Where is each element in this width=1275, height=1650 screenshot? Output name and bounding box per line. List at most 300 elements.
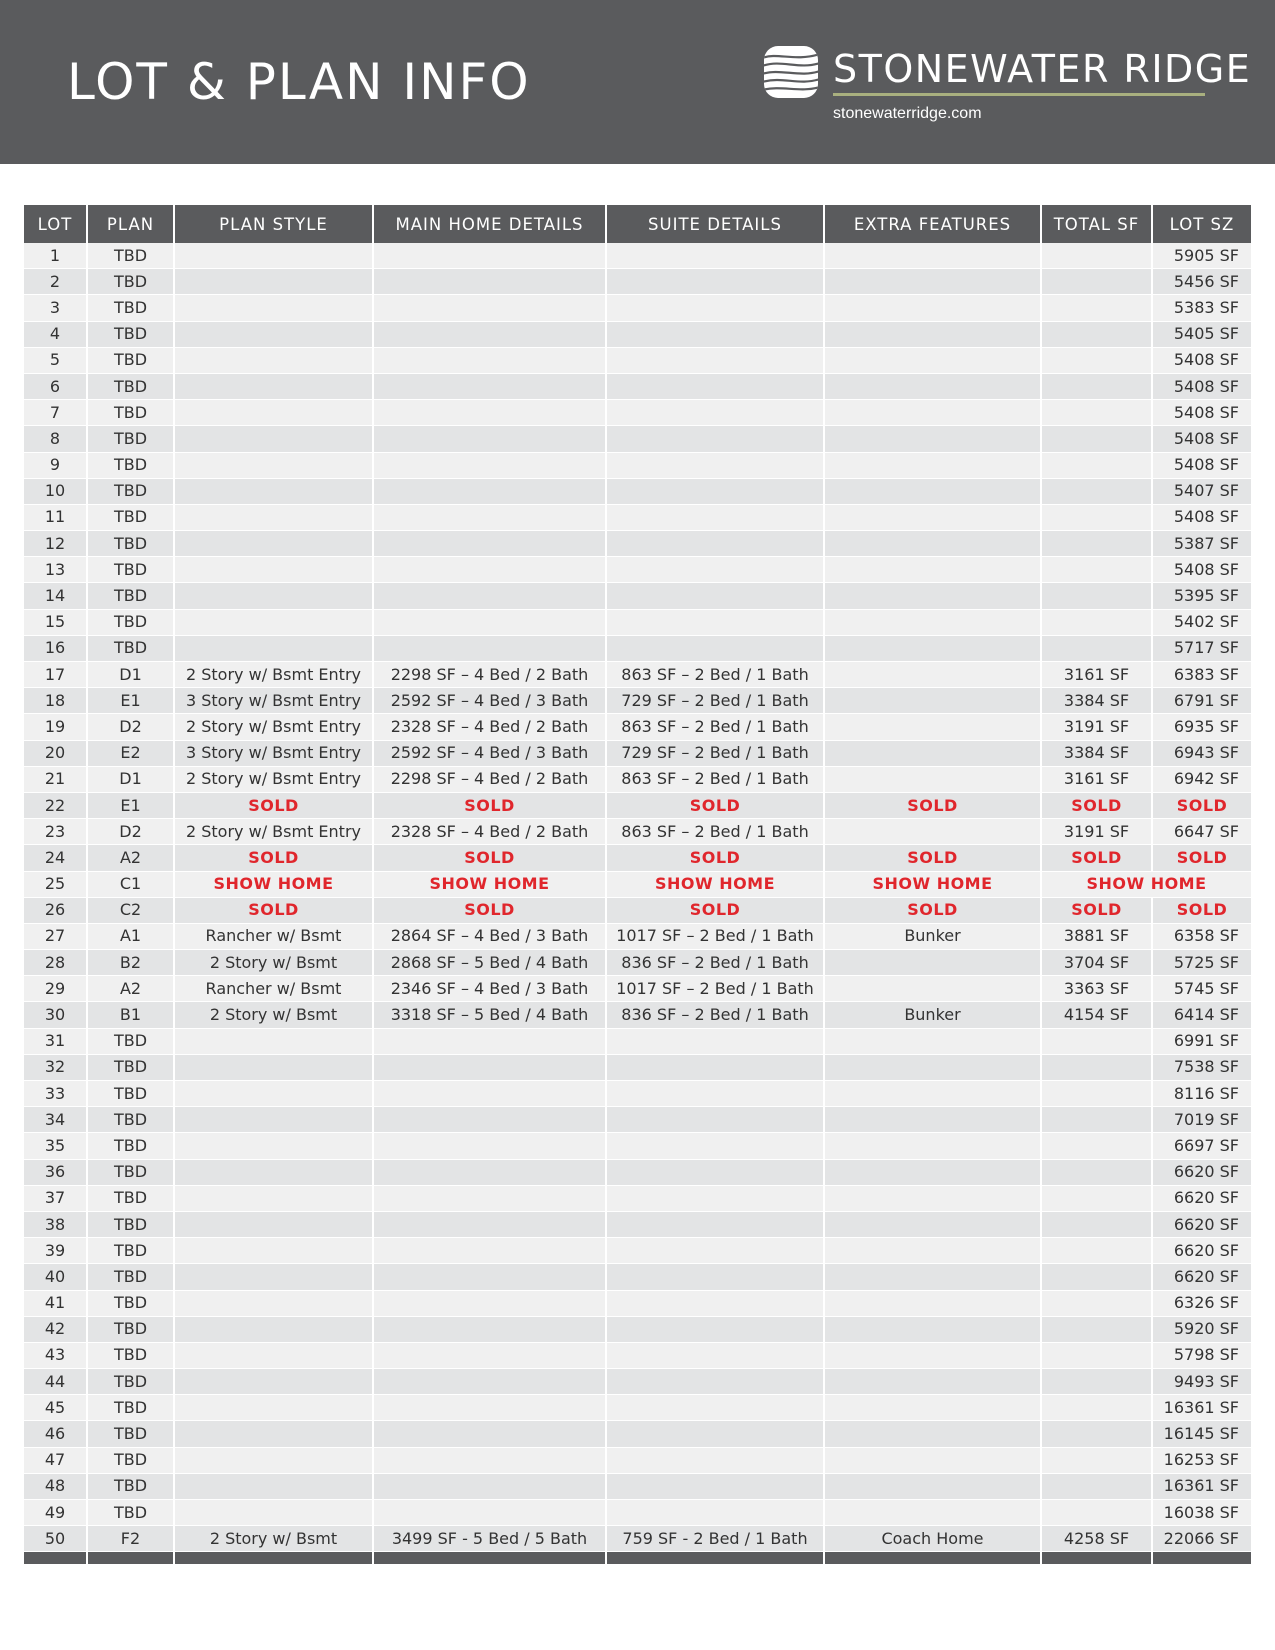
lot-size-cell: 5456 SF <box>1153 269 1251 295</box>
suite-details-cell <box>607 1448 825 1474</box>
total-sf-cell <box>1042 400 1153 426</box>
plan-style-cell <box>175 1133 374 1159</box>
main-home-details-cell: 2328 SF – 4 Bed / 2 Bath <box>374 714 607 740</box>
total-sf-cell: SOLD <box>1042 898 1153 924</box>
lot-cell: 47 <box>24 1448 88 1474</box>
extra-features-cell <box>825 322 1042 348</box>
total-sf-cell <box>1042 1186 1153 1212</box>
plan-cell: TBD <box>88 400 175 426</box>
plan-cell: TBD <box>88 1500 175 1526</box>
total-sf-cell <box>1042 426 1153 452</box>
total-sf-cell <box>1042 1160 1153 1186</box>
plan-cell: TBD <box>88 295 175 321</box>
extra-features-cell <box>825 819 1042 845</box>
main-home-details-cell <box>374 1029 607 1055</box>
lot-cell: 9 <box>24 453 88 479</box>
extra-features-cell <box>825 1055 1042 1081</box>
total-sf-cell <box>1042 1055 1153 1081</box>
total-sf-cell <box>1042 1107 1153 1133</box>
lot-size-cell: 6620 SF <box>1153 1160 1251 1186</box>
suite-details-cell: 836 SF – 2 Bed / 1 Bath <box>607 950 825 976</box>
lot-size-cell: 5402 SF <box>1153 610 1251 636</box>
table-row <box>24 1395 1251 1421</box>
lot-size-cell: SOLD <box>1153 898 1251 924</box>
total-sf-cell <box>1042 295 1153 321</box>
plan-style-cell <box>175 1448 374 1474</box>
lot-cell: 14 <box>24 583 88 609</box>
plan-cell: TBD <box>88 479 175 505</box>
main-home-details-cell <box>374 243 607 269</box>
lot-size-cell: 5408 SF <box>1153 374 1251 400</box>
total-sf-cell: 3704 SF <box>1042 950 1153 976</box>
plan-style-cell: SHOW HOME <box>175 872 374 898</box>
plan-cell: TBD <box>88 1029 175 1055</box>
lot-size-cell: 6991 SF <box>1153 1029 1251 1055</box>
table-row <box>24 741 1251 767</box>
main-home-details-cell <box>374 557 607 583</box>
plan-cell: TBD <box>88 374 175 400</box>
plan-style-cell <box>175 295 374 321</box>
lot-size-cell: 7538 SF <box>1153 1055 1251 1081</box>
lot-cell: 33 <box>24 1081 88 1107</box>
suite-details-cell <box>607 269 825 295</box>
plan-cell: TBD <box>88 1133 175 1159</box>
lot-cell: 13 <box>24 557 88 583</box>
plan-cell: A1 <box>88 924 175 950</box>
suite-details-cell <box>607 400 825 426</box>
suite-details-cell: SHOW HOME <box>607 872 825 898</box>
plan-style-cell <box>175 1474 374 1500</box>
plan-cell: D1 <box>88 662 175 688</box>
table-row <box>24 243 1251 269</box>
lot-size-cell: 16038 SF <box>1153 1500 1251 1526</box>
brand-url[interactable]: stonewaterridge.com <box>833 105 982 122</box>
plan-cell: TBD <box>88 1081 175 1107</box>
plan-cell: C1 <box>88 872 175 898</box>
suite-details-cell <box>607 1055 825 1081</box>
column-header-lot: LOT <box>24 205 88 243</box>
lot-size-cell: 5408 SF <box>1153 557 1251 583</box>
lot-size-cell: 5745 SF <box>1153 976 1251 1002</box>
plan-cell: TBD <box>88 1055 175 1081</box>
extra-features-cell <box>825 1500 1042 1526</box>
table-row <box>24 583 1251 609</box>
main-home-details-cell <box>374 1238 607 1264</box>
table-row <box>24 1526 1251 1552</box>
page-title: LOT & PLAN INFO <box>67 53 531 111</box>
table-row <box>24 793 1251 819</box>
plan-style-cell <box>175 1212 374 1238</box>
table-row <box>24 374 1251 400</box>
brand-underline <box>833 93 1205 96</box>
plan-cell: TBD <box>88 1186 175 1212</box>
plan-cell: TBD <box>88 1264 175 1290</box>
plan-style-cell <box>175 453 374 479</box>
extra-features-cell: SOLD <box>825 845 1042 871</box>
lot-cell: 38 <box>24 1212 88 1238</box>
extra-features-cell <box>825 741 1042 767</box>
lot-cell: 35 <box>24 1133 88 1159</box>
total-sf-cell: 3363 SF <box>1042 976 1153 1002</box>
suite-details-cell <box>607 1160 825 1186</box>
extra-features-cell <box>825 479 1042 505</box>
table-row <box>24 950 1251 976</box>
extra-features-cell <box>825 505 1042 531</box>
table-row <box>24 505 1251 531</box>
suite-details-cell: 863 SF – 2 Bed / 1 Bath <box>607 767 825 793</box>
lot-cell: 8 <box>24 426 88 452</box>
lot-cell: 19 <box>24 714 88 740</box>
plan-style-cell <box>175 269 374 295</box>
lot-cell: 30 <box>24 1002 88 1028</box>
main-home-details-cell: SHOW HOME <box>374 872 607 898</box>
lot-cell: 28 <box>24 950 88 976</box>
plan-style-cell <box>175 243 374 269</box>
table-body <box>24 243 1251 1552</box>
total-sf-cell: 4258 SF <box>1042 1526 1153 1552</box>
total-sf-cell <box>1042 322 1153 348</box>
plan-cell: TBD <box>88 1212 175 1238</box>
extra-features-cell <box>825 1160 1042 1186</box>
table-row <box>24 767 1251 793</box>
suite-details-cell <box>607 295 825 321</box>
plan-style-cell <box>175 583 374 609</box>
total-sf-cell <box>1042 1029 1153 1055</box>
plan-cell: A2 <box>88 845 175 871</box>
suite-details-cell: 863 SF – 2 Bed / 1 Bath <box>607 819 825 845</box>
main-home-details-cell <box>374 1474 607 1500</box>
lot-cell: 31 <box>24 1029 88 1055</box>
lot-cell: 4 <box>24 322 88 348</box>
table-row <box>24 531 1251 557</box>
table-row <box>24 1264 1251 1290</box>
plan-style-cell: 3 Story w/ Bsmt Entry <box>175 741 374 767</box>
extra-features-cell <box>825 1107 1042 1133</box>
column-header-main-home-details: MAIN HOME DETAILS <box>374 205 607 243</box>
suite-details-cell <box>607 426 825 452</box>
total-sf-cell <box>1042 610 1153 636</box>
extra-features-cell <box>825 1029 1042 1055</box>
plan-cell: B2 <box>88 950 175 976</box>
main-home-details-cell: 2298 SF – 4 Bed / 2 Bath <box>374 662 607 688</box>
plan-style-cell <box>175 1369 374 1395</box>
plan-style-cell: 2 Story w/ Bsmt Entry <box>175 819 374 845</box>
suite-details-cell <box>607 505 825 531</box>
column-header-total-sf: TOTAL SF <box>1042 205 1153 243</box>
total-sf-cell <box>1042 1448 1153 1474</box>
plan-cell: A2 <box>88 976 175 1002</box>
plan-cell: E1 <box>88 688 175 714</box>
plan-style-cell <box>175 1160 374 1186</box>
extra-features-cell <box>825 1238 1042 1264</box>
extra-features-cell <box>825 714 1042 740</box>
suite-details-cell <box>607 1186 825 1212</box>
plan-style-cell <box>175 322 374 348</box>
column-header-suite-details: SUITE DETAILS <box>607 205 825 243</box>
lot-size-cell: 6620 SF <box>1153 1238 1251 1264</box>
lot-cell: 24 <box>24 845 88 871</box>
table-row <box>24 872 1251 898</box>
lot-size-cell: 5798 SF <box>1153 1343 1251 1369</box>
table-row <box>24 1238 1251 1264</box>
extra-features-cell <box>825 688 1042 714</box>
total-sf-cell <box>1042 1500 1153 1526</box>
main-home-details-cell <box>374 531 607 557</box>
plan-style-cell: 2 Story w/ Bsmt Entry <box>175 767 374 793</box>
total-sf-cell <box>1042 1343 1153 1369</box>
extra-features-cell <box>825 1186 1042 1212</box>
total-sf-cell <box>1042 1369 1153 1395</box>
main-home-details-cell <box>374 269 607 295</box>
plan-cell: TBD <box>88 269 175 295</box>
lot-size-cell: 5408 SF <box>1153 453 1251 479</box>
lot-cell: 34 <box>24 1107 88 1133</box>
column-header-extra-features: EXTRA FEATURES <box>825 205 1042 243</box>
column-header-plan-style: PLAN STYLE <box>175 205 374 243</box>
main-home-details-cell <box>374 505 607 531</box>
plan-cell: TBD <box>88 531 175 557</box>
plan-style-cell <box>175 1081 374 1107</box>
main-home-details-cell <box>374 1448 607 1474</box>
suite-details-cell <box>607 636 825 662</box>
plan-style-cell: 2 Story w/ Bsmt Entry <box>175 662 374 688</box>
column-header-lot-sz: LOT SZ <box>1153 205 1251 243</box>
plan-style-cell <box>175 1186 374 1212</box>
main-home-details-cell <box>374 1369 607 1395</box>
suite-details-cell <box>607 479 825 505</box>
suite-details-cell <box>607 1343 825 1369</box>
extra-features-cell <box>825 243 1042 269</box>
total-sf-cell <box>1042 1421 1153 1447</box>
main-home-details-cell <box>374 1133 607 1159</box>
suite-details-cell: 836 SF – 2 Bed / 1 Bath <box>607 1002 825 1028</box>
table-row <box>24 1186 1251 1212</box>
table-row <box>24 819 1251 845</box>
total-sf-cell <box>1042 348 1153 374</box>
lot-size-cell: 7019 SF <box>1153 1107 1251 1133</box>
lot-size-cell: 6620 SF <box>1153 1186 1251 1212</box>
plan-style-cell <box>175 1029 374 1055</box>
table-row <box>24 426 1251 452</box>
total-sf-cell <box>1042 505 1153 531</box>
main-home-details-cell: 2346 SF – 4 Bed / 3 Bath <box>374 976 607 1002</box>
lot-cell: 46 <box>24 1421 88 1447</box>
suite-details-cell: SOLD <box>607 898 825 924</box>
plan-style-cell <box>175 636 374 662</box>
lot-cell: 2 <box>24 269 88 295</box>
total-sf-cell <box>1042 479 1153 505</box>
plan-cell: TBD <box>88 1160 175 1186</box>
lot-cell: 37 <box>24 1186 88 1212</box>
suite-details-cell: SOLD <box>607 845 825 871</box>
plan-style-cell: 2 Story w/ Bsmt <box>175 950 374 976</box>
plan-style-cell <box>175 1500 374 1526</box>
main-home-details-cell <box>374 1500 607 1526</box>
plan-cell: TBD <box>88 1317 175 1343</box>
plan-cell: B1 <box>88 1002 175 1028</box>
extra-features-cell <box>825 976 1042 1002</box>
table-row <box>24 1369 1251 1395</box>
extra-features-cell <box>825 295 1042 321</box>
total-sf-cell: SOLD <box>1042 793 1153 819</box>
lot-size-cell: 6620 SF <box>1153 1212 1251 1238</box>
main-home-details-cell: 3499 SF - 5 Bed / 5 Bath <box>374 1526 607 1552</box>
plan-cell: TBD <box>88 1343 175 1369</box>
main-home-details-cell <box>374 295 607 321</box>
plan-style-cell <box>175 1317 374 1343</box>
extra-features-cell <box>825 662 1042 688</box>
main-home-details-cell <box>374 1055 607 1081</box>
lot-size-cell: 5408 SF <box>1153 348 1251 374</box>
suite-details-cell <box>607 1107 825 1133</box>
total-sf-cell: 3161 SF <box>1042 767 1153 793</box>
lot-size-cell: 6326 SF <box>1153 1291 1251 1317</box>
suite-details-cell <box>607 1421 825 1447</box>
main-home-details-cell <box>374 1317 607 1343</box>
main-home-details-cell: SOLD <box>374 793 607 819</box>
suite-details-cell <box>607 1317 825 1343</box>
lot-cell: 45 <box>24 1395 88 1421</box>
lot-size-cell: SOLD <box>1153 793 1251 819</box>
plan-style-cell <box>175 1055 374 1081</box>
lot-cell: 12 <box>24 531 88 557</box>
lot-size-cell: 16253 SF <box>1153 1448 1251 1474</box>
lot-size-cell: 5383 SF <box>1153 295 1251 321</box>
plan-cell: D1 <box>88 767 175 793</box>
main-home-details-cell: SOLD <box>374 845 607 871</box>
plan-cell: TBD <box>88 1474 175 1500</box>
table-row <box>24 322 1251 348</box>
main-home-details-cell <box>374 1160 607 1186</box>
extra-features-cell <box>825 1448 1042 1474</box>
lot-size-cell: SOLD <box>1153 845 1251 871</box>
total-sf-cell <box>1042 1264 1153 1290</box>
total-sf-cell <box>1042 1238 1153 1264</box>
lot-cell: 32 <box>24 1055 88 1081</box>
lot-cell: 11 <box>24 505 88 531</box>
brand-name: STONEWATER RIDGE <box>833 47 1252 91</box>
plan-style-cell: SOLD <box>175 845 374 871</box>
extra-features-cell <box>825 1395 1042 1421</box>
lot-size-cell: 6697 SF <box>1153 1133 1251 1159</box>
lot-size-cell: 6935 SF <box>1153 714 1251 740</box>
suite-details-cell <box>607 1369 825 1395</box>
plan-style-cell: Rancher w/ Bsmt <box>175 976 374 1002</box>
plan-cell: TBD <box>88 1238 175 1264</box>
lot-size-cell: 16361 SF <box>1153 1395 1251 1421</box>
lot-cell: 7 <box>24 400 88 426</box>
total-sf-cell: 3161 SF <box>1042 662 1153 688</box>
suite-details-cell: 863 SF – 2 Bed / 1 Bath <box>607 714 825 740</box>
extra-features-cell <box>825 950 1042 976</box>
suite-details-cell <box>607 1500 825 1526</box>
plan-cell: D2 <box>88 819 175 845</box>
extra-features-cell <box>825 1081 1042 1107</box>
plan-cell: C2 <box>88 898 175 924</box>
total-sf-cell <box>1042 1212 1153 1238</box>
table-row <box>24 1212 1251 1238</box>
table-row <box>24 610 1251 636</box>
lot-cell: 50 <box>24 1526 88 1552</box>
lot-cell: 21 <box>24 767 88 793</box>
suite-details-cell <box>607 1395 825 1421</box>
lot-size-cell: 5920 SF <box>1153 1317 1251 1343</box>
lot-size-cell: 6942 SF <box>1153 767 1251 793</box>
plan-style-cell <box>175 1264 374 1290</box>
table-row <box>24 1500 1251 1526</box>
suite-details-cell <box>607 531 825 557</box>
main-home-details-cell <box>374 1107 607 1133</box>
plan-style-cell: 2 Story w/ Bsmt Entry <box>175 714 374 740</box>
suite-details-cell: SOLD <box>607 793 825 819</box>
extra-features-cell: SHOW HOME <box>825 872 1042 898</box>
lot-cell: 15 <box>24 610 88 636</box>
lot-cell: 41 <box>24 1291 88 1317</box>
main-home-details-cell <box>374 400 607 426</box>
total-and-lot-size-cell: SHOW HOME <box>1042 872 1251 898</box>
plan-cell: F2 <box>88 1526 175 1552</box>
extra-features-cell <box>825 269 1042 295</box>
plan-cell: TBD <box>88 1107 175 1133</box>
extra-features-cell <box>825 1421 1042 1447</box>
lot-size-cell: 8116 SF <box>1153 1081 1251 1107</box>
extra-features-cell <box>825 1291 1042 1317</box>
table-row <box>24 1343 1251 1369</box>
table-row <box>24 348 1251 374</box>
suite-details-cell <box>607 1081 825 1107</box>
lot-size-cell: 5408 SF <box>1153 505 1251 531</box>
table-row <box>24 295 1251 321</box>
suite-details-cell: 1017 SF – 2 Bed / 1 Bath <box>607 976 825 1002</box>
column-header-plan: PLAN <box>88 205 175 243</box>
extra-features-cell <box>825 1317 1042 1343</box>
plan-style-cell <box>175 1343 374 1369</box>
plan-style-cell <box>175 426 374 452</box>
page-header <box>0 0 1275 164</box>
lot-cell: 6 <box>24 374 88 400</box>
plan-style-cell: 2 Story w/ Bsmt <box>175 1526 374 1552</box>
lot-size-cell: 16145 SF <box>1153 1421 1251 1447</box>
suite-details-cell: 863 SF – 2 Bed / 1 Bath <box>607 662 825 688</box>
plan-cell: TBD <box>88 505 175 531</box>
suite-details-cell: 759 SF - 2 Bed / 1 Bath <box>607 1526 825 1552</box>
extra-features-cell: Bunker <box>825 1002 1042 1028</box>
lot-size-cell: 6383 SF <box>1153 662 1251 688</box>
lot-plan-table <box>24 205 1251 1564</box>
table-row <box>24 898 1251 924</box>
lot-cell: 49 <box>24 1500 88 1526</box>
main-home-details-cell <box>374 610 607 636</box>
main-home-details-cell <box>374 1186 607 1212</box>
plan-cell: D2 <box>88 714 175 740</box>
main-home-details-cell <box>374 1395 607 1421</box>
total-sf-cell <box>1042 557 1153 583</box>
plan-cell: TBD <box>88 1369 175 1395</box>
lot-cell: 10 <box>24 479 88 505</box>
plan-style-cell <box>175 348 374 374</box>
total-sf-cell: 3384 SF <box>1042 688 1153 714</box>
suite-details-cell <box>607 243 825 269</box>
lot-cell: 44 <box>24 1369 88 1395</box>
lot-size-cell: 6647 SF <box>1153 819 1251 845</box>
plan-style-cell <box>175 610 374 636</box>
main-home-details-cell <box>374 453 607 479</box>
plan-cell: E2 <box>88 741 175 767</box>
plan-style-cell: 2 Story w/ Bsmt <box>175 1002 374 1028</box>
total-sf-cell: 3191 SF <box>1042 819 1153 845</box>
extra-features-cell <box>825 531 1042 557</box>
total-sf-cell <box>1042 531 1153 557</box>
